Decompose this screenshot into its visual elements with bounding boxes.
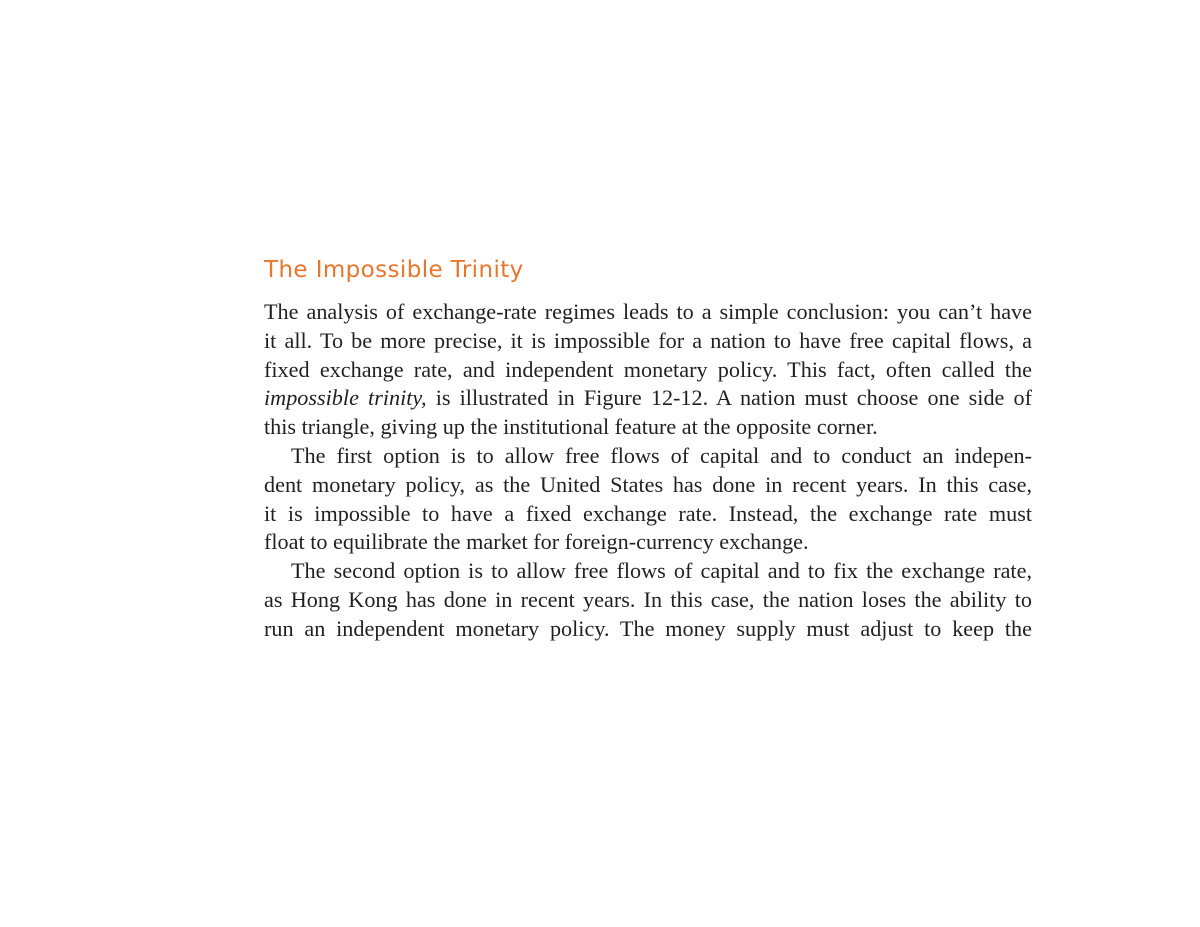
text-line: The first option is to allow free flows of capital and to conduct an indepen- (291, 442, 1032, 468)
text-line: float to equilibrate the market for foreign-currency exchange. (264, 529, 809, 555)
paragraph-3 (264, 557, 1032, 643)
text-line (264, 384, 1032, 413)
text-line: it all. To be more precise, it is impossible for a nation to have free capital flows, a (264, 327, 1032, 353)
text-line: this triangle, giving up the institutional feature at the opposite corner. (264, 414, 878, 440)
paragraph-1 (264, 298, 1032, 442)
text-line: as Hong Kong has done in recent years. In this case, the nation loses the ability to (264, 586, 1032, 612)
text-line: dent monetary policy, as the United States has done in recent years. In this case, (264, 471, 1032, 497)
text-line: The analysis of exchange-rate regimes leads to a simple conclusion: you can’t have (264, 299, 1032, 324)
body-text (264, 298, 1032, 644)
italic-term: impossible trinity, (264, 385, 427, 411)
text-section (264, 254, 1032, 644)
text-line: fixed exchange rate, and independent monetary policy. This fact, often called the (264, 356, 1032, 382)
section-heading: The Impossible Trinity (264, 257, 524, 283)
text-line: The second option is to allow free flows of capital and to fix the exchange rate, (291, 558, 1032, 584)
text-line: it is impossible to have a fixed exchange rate. Instead, the exchange rate must (264, 500, 1032, 526)
paragraph-2 (264, 442, 1032, 557)
text-line-rest: is illustrated in Figure 12-12. A nation must choose one side of (426, 385, 1032, 411)
text-line: run an independent monetary policy. The money supply must adjust to keep the (264, 615, 1032, 641)
